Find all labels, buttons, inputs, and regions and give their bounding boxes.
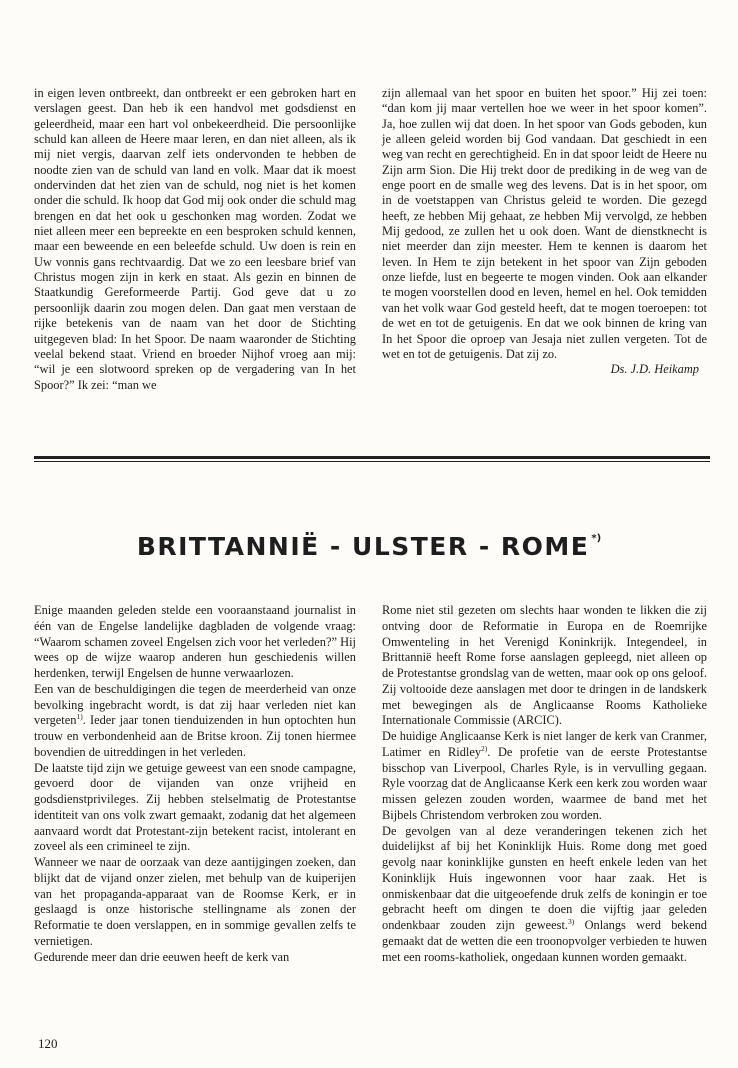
top-right-paragraph: zijn allemaal van het spoor en buiten het spoor.” Hij zei toen: “dan kom jij maar vertellen hoe we weer in het spoor komen”. Ja, hoe zullen wij dat doen. In het spoor van Gods geboden, kun je alleen geleid worden bij God vandaan. Dat geschiedt in een weg van recht en gerechtigheid. En in dat spoor leidt de Heere nu Zijn arm Sion. Die Hij trekt door de prediking in de weg van de enge poort en de smalle weg des levens. Dat is in het spoor, om in de voetstappen van Christus geleid te worden. Die gezegd heeft, ze hebben Mij gehaat, ze hebben Mij vervolgd, ze hebben Mij gedood, ze zullen het u ook doen. Want de dienstknecht is niet meerder dan zijn meester. Hem te kennen is daarom het leven. In Hem te zijn betekent in het spoor van Zijn geboden onze liefde, lust en begeerte te mogen vinden. Ook aan elkander te mogen voorstellen dood en leven, hemel en hel. Ook temidden van het volk waar God gesteld heeft, dat te mogen toeroepen: tot de wet en tot de getuigenis. En dat we ook binnen de kring van In het Spoor die oproep van Jesaja niet zullen vergeten. Tot de wet en tot de getuigenis. Dat zij zo.: [382, 86, 707, 361]
article-paragraph: Enige maanden geleden stelde een vooraanstaand journalist in één van de Engelse landelijke dagbladen de volgende vraag: “Waarom schamen zoveel Engelsen zich voor het verleden?” Hij wees op de wijze waarop anderen hun geschiedenis willen herdenken, terwijl Engelsen de hunne verwaarlozen.: [34, 603, 356, 680]
paragraph-text: Een van de beschuldigingen die tegen de meerderheid van onze bevolking ingebracht wordt, is dat zij haar verleden niet kan vergeten: [34, 681, 356, 728]
author-signature: Ds. J.D. Heikamp: [610, 362, 699, 377]
paragraph-text: . Ieder jaar tonen tienduizenden in hun optochten hun trouw en verbondenheid aan de Britse kroon. Zij tonen hiermee bovendien de uitreddingen in het verleden.: [34, 713, 356, 759]
top-left-column: [34, 86, 356, 393]
article-paragraph: Wanneer we naar de oorzaak van deze aantijgingen zoeken, dan blijkt dat de vijand onzer zielen, met behulp van de kuiperijen van het propaganda-apparaat van de Roomse Kerk, er in geslaagd is onze historische stellingname als zonen der Reformatie te doen verslappen, en in sommige gevallen zelfs te vernietigen.: [34, 855, 356, 948]
article-paragraph: [34, 682, 356, 761]
article-title-footnote: *): [591, 533, 602, 544]
footnote-marker: 1): [76, 712, 83, 722]
paragraph-text: . De profetie van de eerste Protestantse bisschop van Liverpool, Charles Ryle, is in vervulling gegaan. Ryle voorzag dat de Anglicaanse Kerk een kerk zou worden waar missen gelezen zouden worden, waarmee de band met het Bijbels Christendom verbroken zou worden.: [382, 744, 707, 822]
article-paragraph: [382, 824, 707, 966]
article-left-column: [34, 603, 356, 965]
footnote-marker: 3): [568, 917, 575, 926]
paragraph-text: Onlangs werd bekend gemaakt dat de wetten die een troonopvolger verbieden te huwen met een rooms-katholiek, ongedaan kunnen worden gemaakt.: [382, 918, 707, 964]
article-paragraph: Rome niet stil gezeten om slechts haar wonden te likken die zij ontving door de Reformatie in Europa en de Roemrijke Omwenteling in het Verenigd Koninkrijk. Integendeel, in Brittannië heeft Rome forse aanslagen gepleegd, niet alleen op de Protestantse grondslag van de wetten, maar ook op ons geloof. Zij voltooide deze aanslagen met door te dringen in de landskerk met bewegingen als de Anglicaanse Rooms Katholieke Internationale Commissie (ARCIC).: [382, 603, 707, 728]
article-title: [0, 532, 738, 561]
paragraph-text: De gevolgen van al deze veranderingen tekenen zich het duidelijkst af bij het Koninklijk Huis. Rome dong met goed gevolg naar koninklijke gunsten en heeft enkele leden van het Koninklijk Huis ingewonnen voor haar zaak. Het is onmiskenbaar dat die uitgeoefende druk zelfs de koningin er toe gebracht heeft om dingen te doen die vijftig jaar geleden ondenkbaar zouden zijn geweest.: [382, 823, 707, 932]
paragraph-text: De huidige Anglicaanse Kerk is niet langer de kerk van Cranmer, Latimer en Ridley: [382, 729, 707, 759]
article-paragraph: [382, 729, 707, 824]
top-left-paragraph: in eigen leven ontbreekt, dan ontbreekt er een gebroken hart en verslagen geest. Dan heb ik een handvol met godsdienst en geleerdheid, maar een hart vol onbekeerdheid. Die persoonlijke schuld kan alleen de Heere maar leren, en dan niet alleen, als ik mij niet vergis, daarvan zelf iets ondervonden te hebben de noodte zien van de schuld van land en volk. Maar dat ik moest ondervinden dat het zien van de schuld, nog niet is het komen onder die schuld. Ik hoop dat God mij ook onder die schuld mag brengen en dat het ook u geschonken mag worden. Zodat we niet alleen meer een bepreekte en een besproken schuld kennen, maar een beweende en een beleefde schuld. Uw doen is rein en Uw vonnis gans rechtvaardig. Dat we zo een leesbare brief van Christus mogen zijn in kerk en staat. Als gezin en binnen de Staatkundig Gereformeerde Partij. God geve dat u zo persoonlijk daarin zou mogen delen. Dan gaat men verstaan de rijke betekenis van de naam van het door de Stichting uitgegeven blad: In het Spoor. De naam waaronder de Stichting veelal bekend staat. Vriend en broeder Nijhof vroeg aan mij: “wil je een slotwoord spreken op de vergadering van In het Spoor?” Ik zei: “man we: [34, 86, 356, 392]
section-divider-thin: [34, 461, 710, 462]
article-paragraph: Gedurende meer dan drie eeuwen heeft de kerk van: [34, 949, 290, 964]
section-divider-thick: [34, 456, 710, 459]
article-right-column: [382, 603, 707, 965]
footnote-marker: 2): [481, 743, 488, 753]
article-paragraph: De laatste tijd zijn we getuige geweest van een snode campagne, gevoerd door de vijanden van onze vrijheid en godsdienstprivileges. Zij hebben stelselmatig de Protestantse identiteit van ons volk zwart gemaakt, zodanig dat het algemeen aanvaard wordt dat Protestant-zijn betekent racist, intolerant en zoveel als een crimineel te zijn.: [34, 760, 356, 854]
page-number: 120: [38, 1036, 58, 1051]
article-title-text: BRITTANNIË - ULSTER - ROME: [136, 532, 590, 561]
top-right-column: [382, 86, 707, 378]
